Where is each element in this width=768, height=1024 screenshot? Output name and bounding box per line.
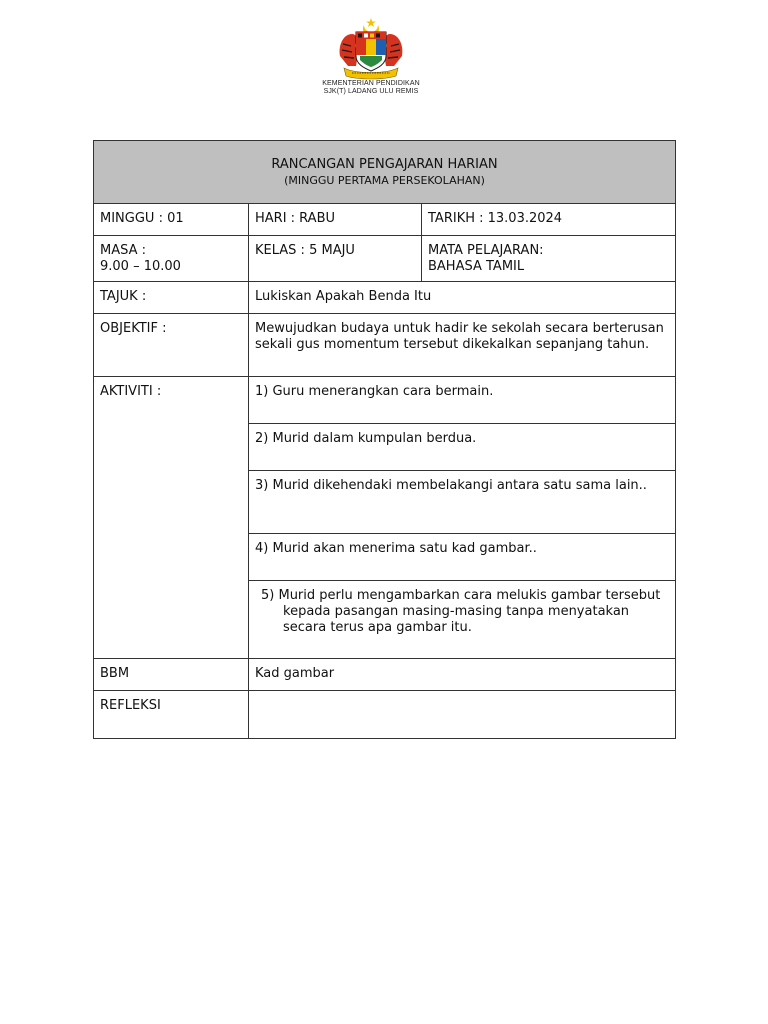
aktiviti-step: 5) Murid perlu mengambarkan cara melukis gambar tersebut kepada pasangan masing-masing tanpa menyatakan secara terus apa gambar itu. [261,588,661,635]
minggu-cell: MINGGU : 01 [94,204,249,236]
document-title: RANCANGAN PENGAJARAN HARIAN [271,156,498,172]
row-refleksi [94,691,676,739]
title-row [94,141,676,204]
mata-pelajaran-cell [422,236,676,282]
refleksi-value [249,691,676,739]
row-aktiviti-1 [94,377,676,424]
tarikh-cell: TARIKH : 13.03.2024 [422,204,676,236]
masa-value: 9.00 – 10.00 [100,259,181,274]
title-cell [94,141,676,204]
tajuk-label: TAJUK : [94,282,249,314]
aktiviti-step: 4) Murid akan menerima satu kad gambar.. [249,534,676,581]
aktiviti-label: AKTIVITI : [94,377,249,659]
aktiviti-step: 2) Murid dalam kumpulan berdua. [249,424,676,471]
row-objektif [94,314,676,377]
objektif-label: OBJEKTIF : [94,314,249,377]
row-bbm [94,659,676,691]
row-masa [94,236,676,282]
coat-of-arms-logo [334,16,408,80]
mata-pelajaran-label: MATA PELAJARAN: [428,243,544,258]
bbm-label: BBM [94,659,249,691]
row-minggu [94,204,676,236]
masa-label: MASA : [100,243,147,258]
mata-pelajaran-value: BAHASA TAMIL [428,259,525,274]
row-tajuk [94,282,676,314]
document-subtitle: (MINGGU PERTAMA PERSEKOLAHAN) [284,173,485,187]
ministry-name: KEMENTERIAN PENDIDIKAN [322,80,420,87]
objektif-value: Mewujudkan budaya untuk hadir ke sekolah secara berterusan sekali gus momentum tersebut dikekalkan sepanjang tahun. [249,314,676,377]
aktiviti-step: 3) Murid dikehendaki membelakangi antara satu sama lain.. [249,471,676,534]
school-header [282,16,460,112]
school-name: SJK(T) LADANG ULU REMIS [323,88,419,95]
lesson-plan-table [93,140,676,739]
bbm-value: Kad gambar [249,659,676,691]
kelas-cell: KELAS : 5 MAJU [249,236,422,282]
hari-cell: HARI : RABU [249,204,422,236]
masa-cell [94,236,249,282]
aktiviti-step: 1) Guru menerangkan cara bermain. [249,377,676,424]
refleksi-label: REFLEKSI [94,691,249,739]
aktiviti-step-cell [249,581,676,659]
tajuk-value: Lukiskan Apakah Benda Itu [249,282,676,314]
